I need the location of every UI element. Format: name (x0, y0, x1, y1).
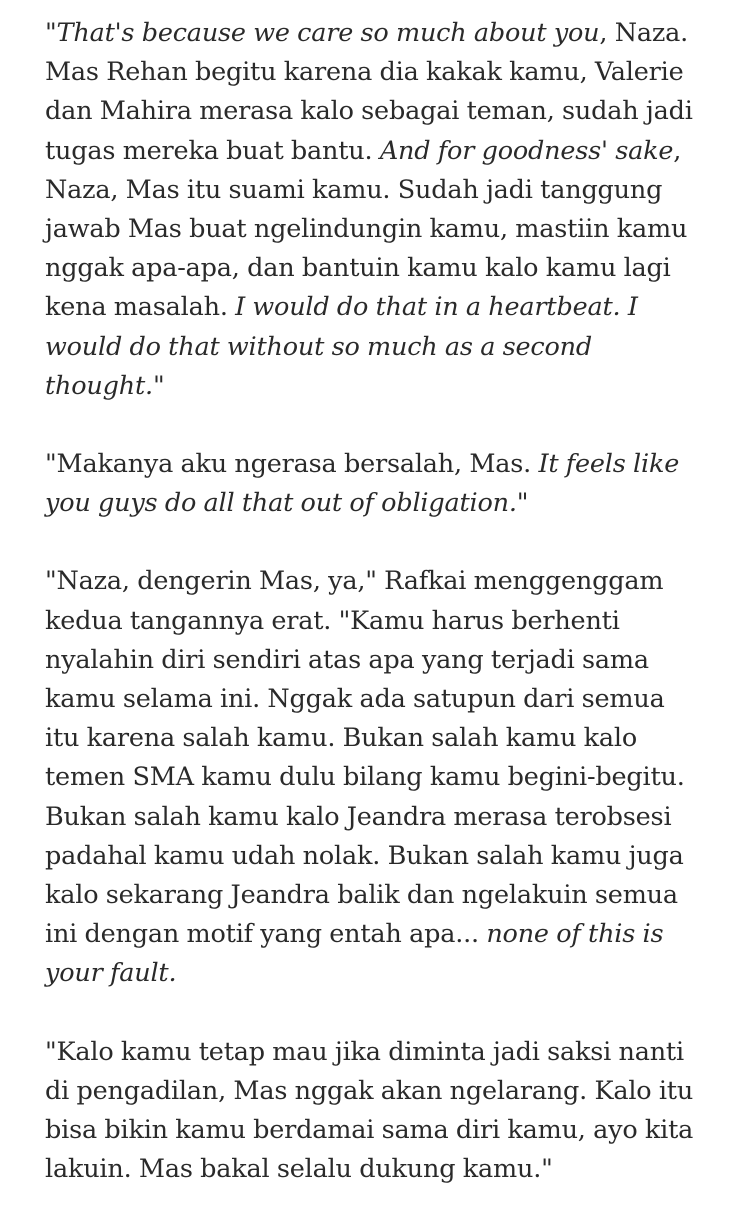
italic-segment: It feels like you guys do all that out of obligation. (45, 449, 680, 519)
text-segment: , Naza, Mas itu suami kamu. Sudah jadi tanggung jawab Mas buat ngelindungin kamu, mastiin kamu nggak apa-apa, dan bantuin kamu kalo kamu lagi kena masalah. (45, 135, 688, 323)
paragraph (45, 1033, 705, 1190)
italic-segment: none of this is your fault. (45, 919, 664, 989)
italic-segment: That's because we care so much about you (56, 18, 600, 48)
text-segment: " (152, 370, 165, 401)
text-segment: "Naza, dengerin Mas, ya," Rafkai menggenggam kedua tangannya erat. "Kamu harus berhenti nyalahin diri sendiri atas apa yang terjadi sama kamu selama ini. Nggak ada satupun dari semua itu karena salah kamu. Bukan salah kamu kalo temen SMA kamu dulu bilang kamu begini-begitu. Bukan salah kamu kalo Jeandra merasa terobsesi padahal kamu udah nolak. Bukan salah kamu juga kalo sekarang Jeandra balik dan ngelakuin semua ini dengan motif yang entah apa... (45, 566, 685, 950)
paragraph (45, 562, 705, 993)
text-segment: "Kalo kamu tetap mau jika diminta jadi saksi nanti di pengadilan, Mas nggak akan ngelarang. Kalo itu bisa bikin kamu berdamai sama diri kamu, ayo kita lakuin. Mas bakal selalu dukung kamu." (45, 1036, 694, 1185)
text-segment: " (516, 488, 529, 519)
text-segment: "Makanya aku ngerasa bersalah, Mas. (45, 449, 539, 480)
story-text (45, 14, 705, 1228)
italic-segment: And for goodness' sake (379, 135, 674, 166)
italic-segment: I would do that in a heartbeat. I would do that without so much as a second thought. (45, 292, 638, 401)
text-segment: , Naza. Mas Rehan begitu karena dia kakak kamu, Valerie dan Mahira merasa kalo sebagai teman, sudah jadi tugas mereka buat bantu. (45, 18, 693, 166)
paragraph (45, 14, 705, 406)
paragraph (45, 445, 705, 523)
text-segment: " (45, 18, 57, 48)
